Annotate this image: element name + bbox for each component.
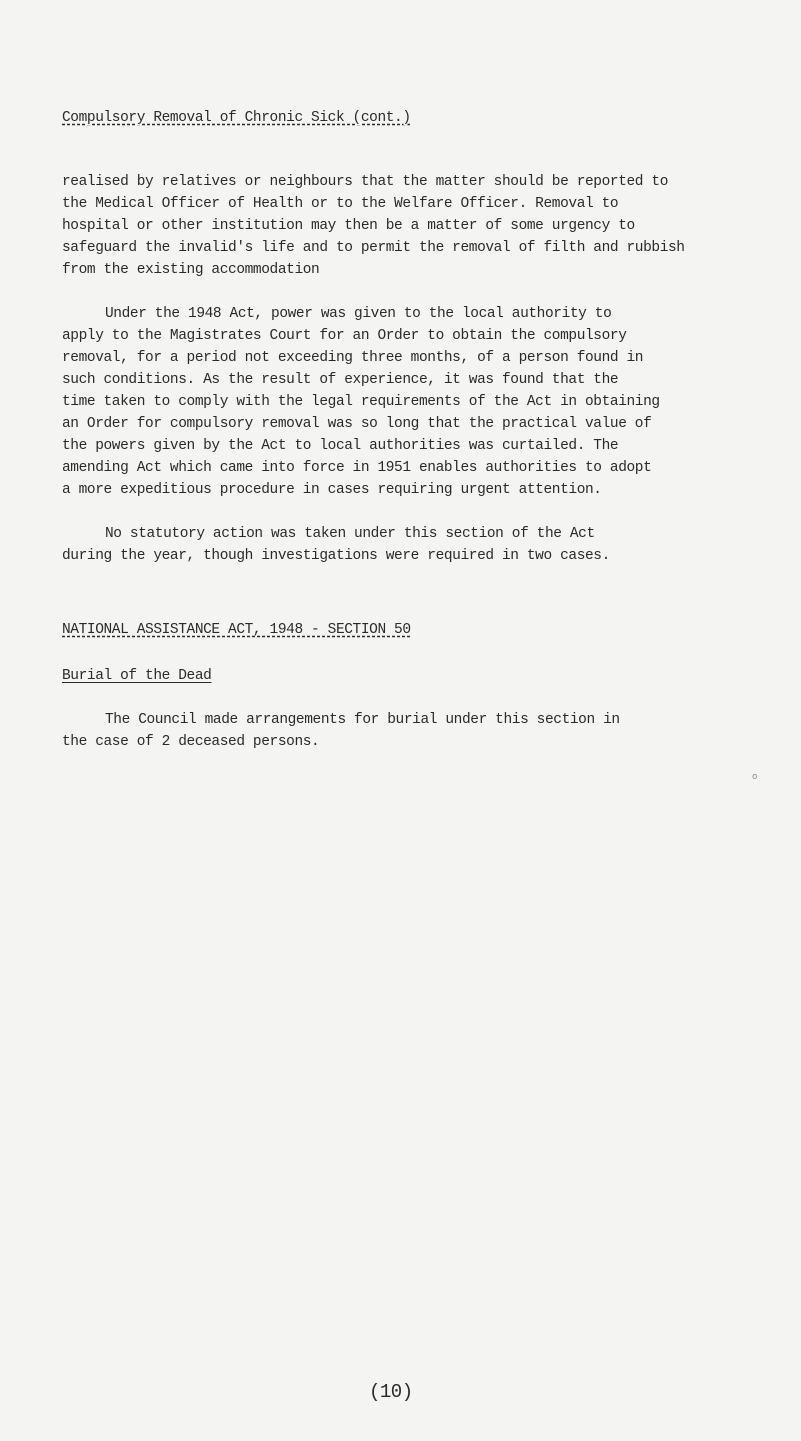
section-heading-compulsory-removal: Compulsory Removal of Chronic Sick (cont.)	[62, 110, 411, 126]
text-line: No statutory action was taken under this section of the Act	[105, 526, 595, 542]
text-line: removal, for a period not exceeding three months, of a person found in	[62, 350, 644, 366]
text-line: realised by relatives or neighbours that the matter should be reported to	[62, 174, 669, 190]
section-heading-national-assistance-act: NATIONAL ASSISTANCE ACT, 1948 - SECTION 50	[62, 622, 411, 638]
text-line: Under the 1948 Act, power was given to the local authority to	[105, 306, 612, 322]
text-line: apply to the Magistrates Court for an Order to obtain the compulsory	[62, 328, 627, 344]
subheading-burial-of-the-dead: Burial of the Dead	[62, 668, 212, 684]
text-line: such conditions. As the result of experience, it was found that the	[62, 372, 619, 388]
margin-mark: o	[752, 772, 758, 782]
text-line: The Council made arrangements for burial under this section in	[105, 712, 620, 728]
text-line: the powers given by the Act to local authorities was curtailed. The	[62, 438, 619, 454]
text-line: hospital or other institution may then be a matter of some urgency to	[62, 218, 635, 234]
text-line: amending Act which came into force in 1951 enables authorities to adopt	[62, 460, 652, 476]
text-line: during the year, though investigations were required in two cases.	[62, 548, 610, 564]
text-line: the Medical Officer of Health or to the Welfare Officer. Removal to	[62, 196, 619, 212]
page-number: (10)	[369, 1381, 413, 1403]
text-line: the case of 2 deceased persons.	[62, 734, 320, 750]
text-line: time taken to comply with the legal requirements of the Act in obtaining	[62, 394, 660, 410]
text-line: a more expeditious procedure in cases requiring urgent attention.	[62, 482, 602, 498]
text-line: from the existing accommodation	[62, 262, 320, 278]
text-line: safeguard the invalid's life and to permit the removal of filth and rubbish	[62, 240, 685, 256]
text-line: an Order for compulsory removal was so long that the practical value of	[62, 416, 652, 432]
